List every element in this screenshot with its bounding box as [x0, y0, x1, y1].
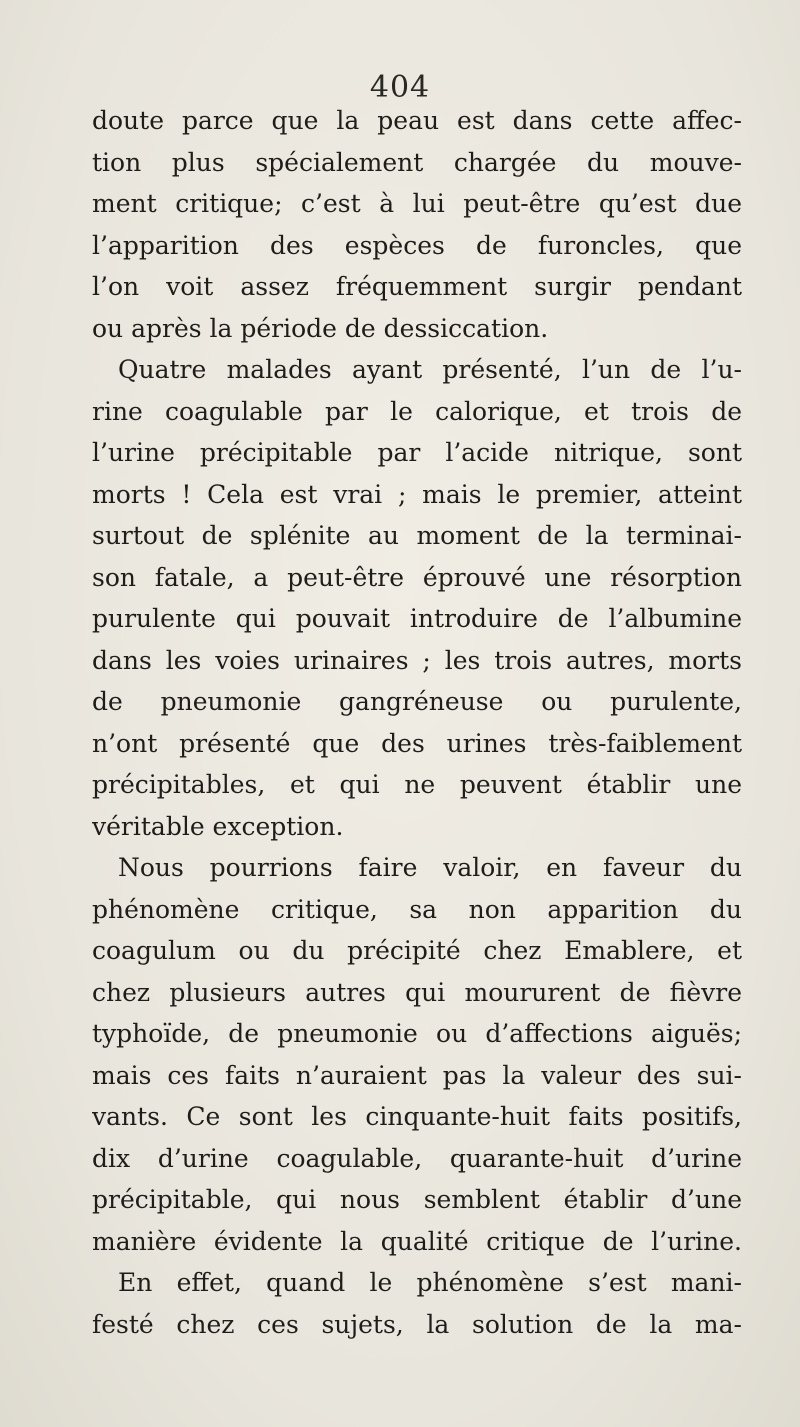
text-line: dix d’urine coagulable, quarante-huit d’urine — [92, 1143, 742, 1173]
text-line: Quatre malades ayant présenté, l’un de l’u- — [118, 355, 742, 384]
text-line: typhoïde, de pneumonie ou d’affections aiguës; — [92, 1019, 742, 1048]
text-line: de pneumonie gangréneuse ou purulente, — [92, 687, 742, 716]
text-line: phénomène critique, sa non apparition du — [92, 894, 742, 924]
text-line: coagulum ou du précipité chez Emablere, et — [92, 936, 742, 965]
page-number: 404 — [369, 70, 431, 105]
text-line: ou après la période de dessiccation. — [92, 313, 549, 343]
text-line: précipitable, qui nous semblent établir d’une — [92, 1185, 742, 1214]
text-line: En effet, quand le phénomène s’est mani- — [118, 1268, 742, 1297]
text-line: Nous pourrions faire valoir, en faveur du — [118, 853, 742, 882]
body-text — [92, 100, 742, 1345]
text-line: manière évidente la qualité critique de l’urine. — [92, 1226, 742, 1256]
text-line: l’apparition des espèces de furoncles, que — [92, 230, 742, 260]
text-line: morts ! Cela est vrai ; mais le premier, atteint — [92, 479, 742, 509]
text-line: n’ont présenté que des urines très-faiblement — [92, 728, 742, 758]
text-line: son fatale, a peut-être éprouvé une résorption — [92, 562, 742, 592]
text-line: dans les voies urinaires ; les trois autres, morts — [92, 645, 742, 675]
text-line: tion plus spécialement chargée du mouve- — [92, 147, 742, 177]
text-line: rine coagulable par le calorique, et trois de — [92, 396, 742, 426]
text-line: doute parce que la peau est dans cette affec- — [92, 106, 742, 135]
text-line: ment critique; c’est à lui peut-être qu’est due — [92, 189, 742, 218]
text-line: précipitables, et qui ne peuvent établir une — [92, 770, 742, 799]
text-line: surtout de splénite au moment de la terminai- — [92, 521, 742, 550]
text-line: l’on voit assez fréquemment surgir pendant — [92, 272, 742, 301]
text-line: vants. Ce sont les cinquante-huit faits positifs, — [92, 1102, 742, 1131]
text-line: véritable exception. — [92, 811, 344, 841]
text-line: purulente qui pouvait introduire de l’albumine — [92, 604, 742, 633]
text-line: chez plusieurs autres qui moururent de fièvre — [92, 977, 742, 1007]
text-line: festé chez ces sujets, la solution de la ma- — [92, 1309, 742, 1339]
text-line: mais ces faits n’auraient pas la valeur des sui- — [92, 1060, 742, 1090]
text-line: l’urine précipitable par l’acide nitrique, sont — [92, 438, 742, 467]
